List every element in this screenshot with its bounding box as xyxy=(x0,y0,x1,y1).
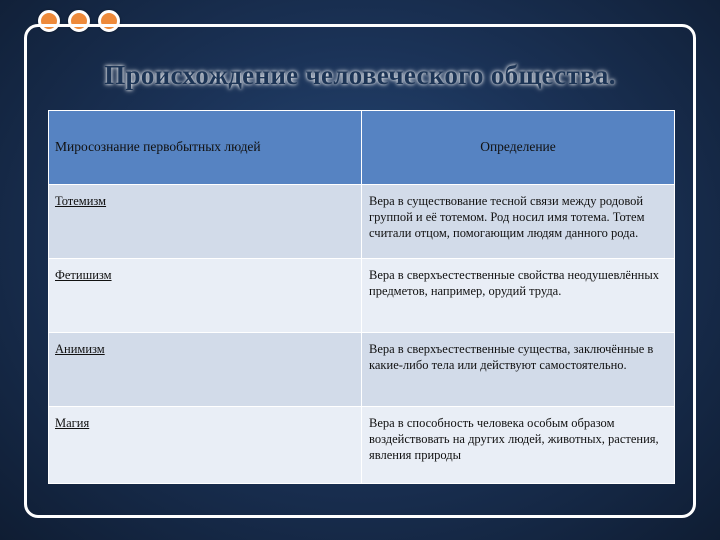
term-link[interactable]: Анимизм xyxy=(55,342,105,356)
term-cell xyxy=(49,259,362,333)
term-cell xyxy=(49,407,362,484)
term-link[interactable]: Фетишизм xyxy=(55,268,112,282)
term-link[interactable]: Тотемизм xyxy=(55,194,107,208)
term-link[interactable]: Магия xyxy=(55,416,90,430)
definition-cell: Вера в способность человека особым образом воздействовать на других людей, животных, растения, явления природы xyxy=(362,407,675,484)
term-cell xyxy=(49,185,362,259)
table-header-row xyxy=(49,111,675,185)
header-worldview: Миросознание первобытных людей xyxy=(49,111,362,185)
term-cell xyxy=(49,333,362,407)
table-row xyxy=(49,333,675,407)
definition-cell: Вера в сверхъестественные существа, заключённые в какие-либо тела или действуют самостоятельно. xyxy=(362,333,675,407)
table-row xyxy=(49,259,675,333)
definition-cell: Вера в существование тесной связи между родовой группой и её тотемом. Род носил имя тотема. Тотем считали отцом, помогающим людям данного рода. xyxy=(362,185,675,259)
table-row xyxy=(49,185,675,259)
definitions-table xyxy=(48,110,675,484)
table-row xyxy=(49,407,675,484)
definition-cell: Вера в сверхъестественные свойства неодушевлённых предметов, например, орудий труда. xyxy=(362,259,675,333)
slide-title: Происхождение человеческого общества. xyxy=(104,60,616,90)
header-definition: Определение xyxy=(362,111,675,185)
